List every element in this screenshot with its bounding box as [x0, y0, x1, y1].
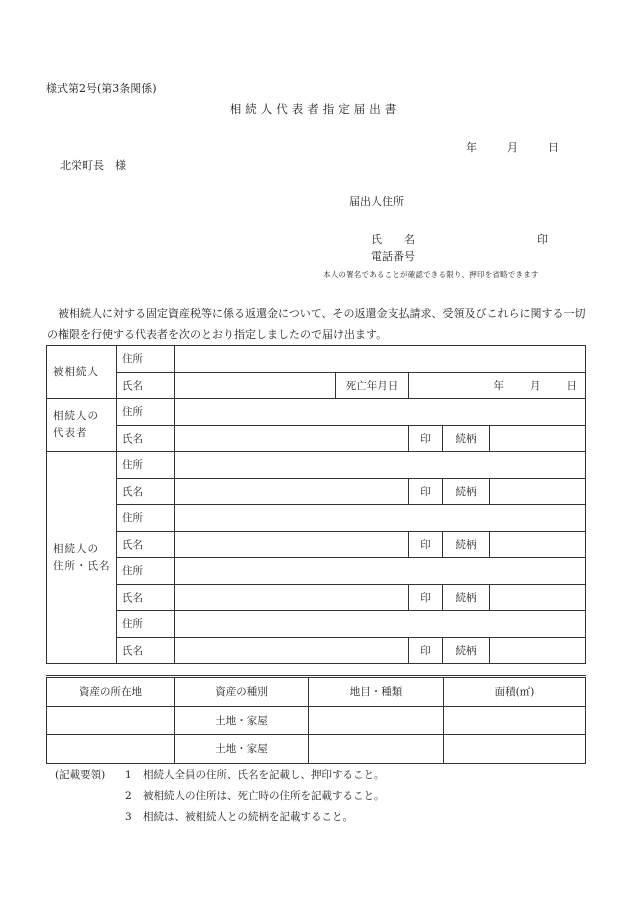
- death-date-field[interactable]: [409, 372, 586, 399]
- death-day-label: 日: [566, 379, 578, 392]
- asset-location-field[interactable]: [47, 735, 175, 764]
- representative-address-field[interactable]: [175, 399, 586, 426]
- asset-location-field[interactable]: [47, 706, 175, 735]
- representative-label: [47, 399, 117, 452]
- date-month-label: 月: [507, 141, 518, 154]
- applicant-address-label: 届出人住所: [349, 195, 404, 208]
- heir-relationship-field[interactable]: [490, 637, 586, 664]
- heir-address-label: 住所: [117, 611, 175, 638]
- representative-seal: 印: [409, 425, 443, 452]
- instructions-heading: (記載要領): [55, 769, 106, 781]
- heir-relationship-label: 続柄: [443, 637, 490, 664]
- heir-seal: 印: [409, 478, 443, 505]
- instruction-number: 2: [125, 790, 132, 802]
- decedent-name-field[interactable]: [175, 372, 336, 399]
- heir-address-field[interactable]: [175, 558, 586, 585]
- heir-name-field[interactable]: [175, 531, 409, 558]
- heir-seal: 印: [409, 531, 443, 558]
- death-year-label: 年: [493, 379, 505, 392]
- representative-label-line-1: 相続人の: [53, 410, 99, 422]
- assets-header-location: 資産の所在地: [47, 677, 175, 707]
- heir-relationship-field[interactable]: [490, 584, 586, 611]
- heir-address-label: 住所: [117, 505, 175, 532]
- assets-header-category: 地目・種類: [309, 677, 444, 707]
- asset-area-field[interactable]: [444, 735, 586, 764]
- signature-note: 本人の署名であることが確認できる限り、押印を省略できます: [323, 270, 539, 279]
- decedent-name-label: 氏名: [117, 372, 175, 399]
- heir-name-label: 氏名: [117, 478, 175, 505]
- representative-name-field[interactable]: [175, 425, 409, 452]
- asset-category-field[interactable]: [309, 706, 444, 735]
- heir-relationship-label: 続柄: [443, 478, 490, 505]
- representative-address-label: 住所: [117, 399, 175, 426]
- applicant-seal: 印: [537, 233, 548, 246]
- asset-category-field[interactable]: [309, 735, 444, 764]
- heir-seal: 印: [409, 584, 443, 611]
- heir-name-label: 氏名: [117, 584, 175, 611]
- heir-address-label: 住所: [117, 452, 175, 479]
- date-year-label: 年: [466, 141, 477, 154]
- heir-seal: 印: [409, 637, 443, 664]
- asset-type: 土地・家屋: [175, 706, 309, 735]
- decedent-address-field[interactable]: [175, 346, 586, 373]
- heir-name-field[interactable]: [175, 478, 409, 505]
- decedent-label: 被相続人: [47, 346, 117, 399]
- intro-paragraph: [47, 303, 587, 345]
- submission-date: [466, 139, 559, 155]
- heir-relationship-label: 続柄: [443, 531, 490, 558]
- death-date-label: 死亡年月日: [336, 372, 409, 399]
- heir-name-field[interactable]: [175, 637, 409, 664]
- heirs-label: [47, 452, 117, 664]
- intro-paragraph-text: 被相続人に対する固定資産税等に係る返還金について、その返還金支払請求、受領及びこれらに関する一切の権限を行使する代表者を次のとおり指定しましたので届け出ます。: [47, 307, 586, 341]
- heir-relationship-field[interactable]: [490, 478, 586, 505]
- death-month-label: 月: [530, 379, 541, 392]
- assets-header-area: 面積(㎡): [444, 677, 586, 707]
- representative-relationship-label: 続柄: [443, 425, 490, 452]
- date-day-label: 日: [548, 141, 559, 154]
- heir-relationship-label: 続柄: [443, 584, 490, 611]
- representative-label-line-2: 代表者: [53, 427, 88, 439]
- heir-name-label: 氏名: [117, 531, 175, 558]
- heir-address-field[interactable]: [175, 452, 586, 479]
- assets-table: [46, 675, 586, 764]
- instruction-text: 相続は、被相続人との続柄を記載すること。: [143, 811, 353, 823]
- heir-address-label: 住所: [117, 558, 175, 585]
- document-title: 相続人代表者指定届出書: [229, 102, 401, 116]
- heir-address-field[interactable]: [175, 505, 586, 532]
- heir-relationship-field[interactable]: [490, 531, 586, 558]
- addressee: 北栄町長 様: [60, 159, 126, 172]
- instruction-text: 相続人全員の住所、氏名を記載し、押印すること。: [143, 769, 385, 781]
- decedent-address-label: 住所: [117, 346, 175, 373]
- applicant-name-label: 氏 名: [371, 233, 415, 246]
- asset-type: 土地・家屋: [175, 735, 309, 764]
- heirs-label-line-2: 住所・氏名: [53, 559, 111, 572]
- asset-area-field[interactable]: [444, 706, 586, 735]
- instruction-number: 1: [125, 769, 132, 781]
- assets-header-type: 資産の種別: [175, 677, 309, 707]
- form-number: 様式第2号(第3条関係): [46, 82, 157, 95]
- instructions: [55, 765, 385, 828]
- representative-name-label: 氏名: [117, 425, 175, 452]
- applicant-phone-label: 電話番号: [371, 250, 415, 263]
- heir-table: [46, 345, 586, 664]
- instruction-text: 被相続人の住所は、死亡時の住所を記載すること。: [143, 790, 385, 802]
- instruction-item: [55, 765, 385, 786]
- instruction-number: 3: [125, 811, 132, 823]
- instruction-item: [55, 786, 385, 807]
- heir-address-field[interactable]: [175, 611, 586, 638]
- heir-name-label: 氏名: [117, 637, 175, 664]
- representative-relationship-field[interactable]: [490, 425, 586, 452]
- instruction-item: [55, 807, 385, 828]
- heir-name-field[interactable]: [175, 584, 409, 611]
- heirs-label-line-1: 相続人の: [53, 542, 99, 555]
